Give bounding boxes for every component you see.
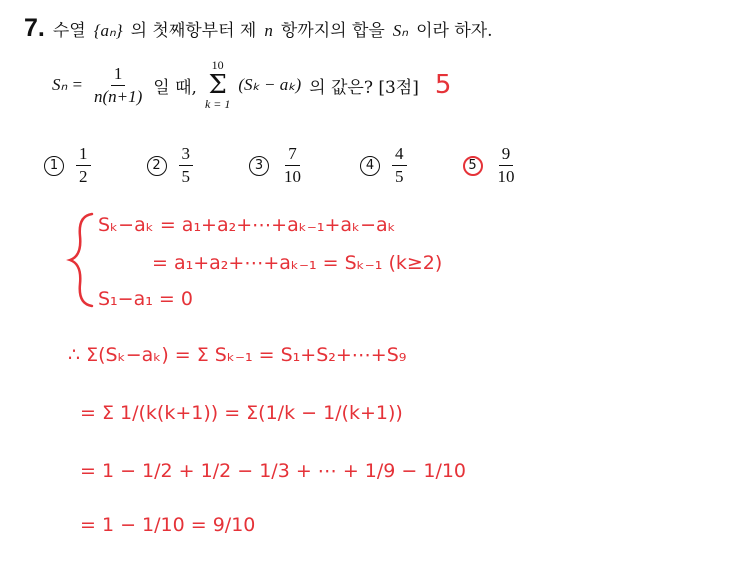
work-step4: = 1 − 1/10 = 9/10 <box>80 514 256 536</box>
n-symbol: n <box>264 21 273 40</box>
choice-3[interactable] <box>249 144 304 187</box>
sum-lower-limit: k = 1 <box>204 97 231 111</box>
choice-num: 4 <box>392 144 407 166</box>
choice-marker: 4 <box>360 156 380 176</box>
choice-marker: 2 <box>147 156 167 176</box>
work-brace-line3: S₁−a₁ = 0 <box>98 288 193 310</box>
text-prefix: 수열 <box>52 21 86 41</box>
choice-den: 10 <box>284 167 301 186</box>
choice-fraction <box>76 144 91 187</box>
answer-choices <box>44 144 518 187</box>
problem-number: 7. <box>24 14 45 42</box>
work-brace-line2: = a₁+a₂+⋯+aₖ₋₁ = Sₖ₋₁ (k≥2) <box>152 252 443 274</box>
choice-num: 7 <box>285 144 300 166</box>
handwritten-answer: 5 <box>434 70 452 100</box>
text-mid: 의 첫째항부터 제 <box>130 21 257 41</box>
choice-den: 10 <box>497 167 515 186</box>
text-question: 의 값은? [3점] <box>309 77 419 98</box>
choice-marker: 1 <box>44 156 64 176</box>
text-suffix: 항까지의 합을 <box>280 21 385 41</box>
text-when: 일 때, <box>153 77 197 98</box>
choice-fraction <box>281 144 304 187</box>
choice-5[interactable] <box>463 144 518 187</box>
work-brace-line1: Sₖ−aₖ = a₁+a₂+⋯+aₖ₋₁+aₖ−aₖ <box>98 214 396 236</box>
choice-den: 5 <box>181 167 190 186</box>
choice-1[interactable] <box>44 144 91 187</box>
summation <box>205 58 230 112</box>
choice-fraction <box>179 144 194 187</box>
choice-den: 2 <box>79 167 88 186</box>
choice-fraction <box>495 144 518 187</box>
text-end: 이라 하자. <box>416 21 493 41</box>
problem-statement-line1 <box>24 14 493 43</box>
choice-4[interactable] <box>360 144 407 187</box>
sum-upper-limit: 10 <box>211 58 224 72</box>
choice-2[interactable] <box>147 144 194 187</box>
fraction-numerator: 1 <box>111 64 126 86</box>
problem-statement-line2 <box>52 58 451 112</box>
work-step1: ∴ Σ(Sₖ−aₖ) = Σ Sₖ₋₁ = S₁+S₂+⋯+S₉ <box>68 344 407 366</box>
choice-fraction <box>392 144 407 187</box>
sum-body: (Sₖ − aₖ) <box>238 75 302 94</box>
sigma-icon: Σ <box>208 70 227 100</box>
curly-brace-icon <box>66 210 96 310</box>
choice-den: 5 <box>395 167 404 186</box>
choice-num: 1 <box>76 144 91 166</box>
choice-marker: 3 <box>249 156 269 176</box>
choice-marker-selected: 5 <box>463 156 483 176</box>
fraction-denominator: n(n+1) <box>94 86 143 106</box>
choice-num: 3 <box>179 144 194 166</box>
sn-equals: Sₙ = <box>52 75 83 94</box>
work-step3: = 1 − 1/2 + 1/2 − 1/3 + ⋯ + 1/9 − 1/10 <box>80 460 467 482</box>
work-step2: = Σ 1/(k(k+1)) = Σ(1/k − 1/(k+1)) <box>80 402 403 424</box>
sequence-symbol: {aₙ} <box>93 21 123 40</box>
sn-symbol: Sₙ <box>392 21 409 40</box>
choice-num: 9 <box>499 144 514 166</box>
sn-fraction <box>91 64 145 107</box>
